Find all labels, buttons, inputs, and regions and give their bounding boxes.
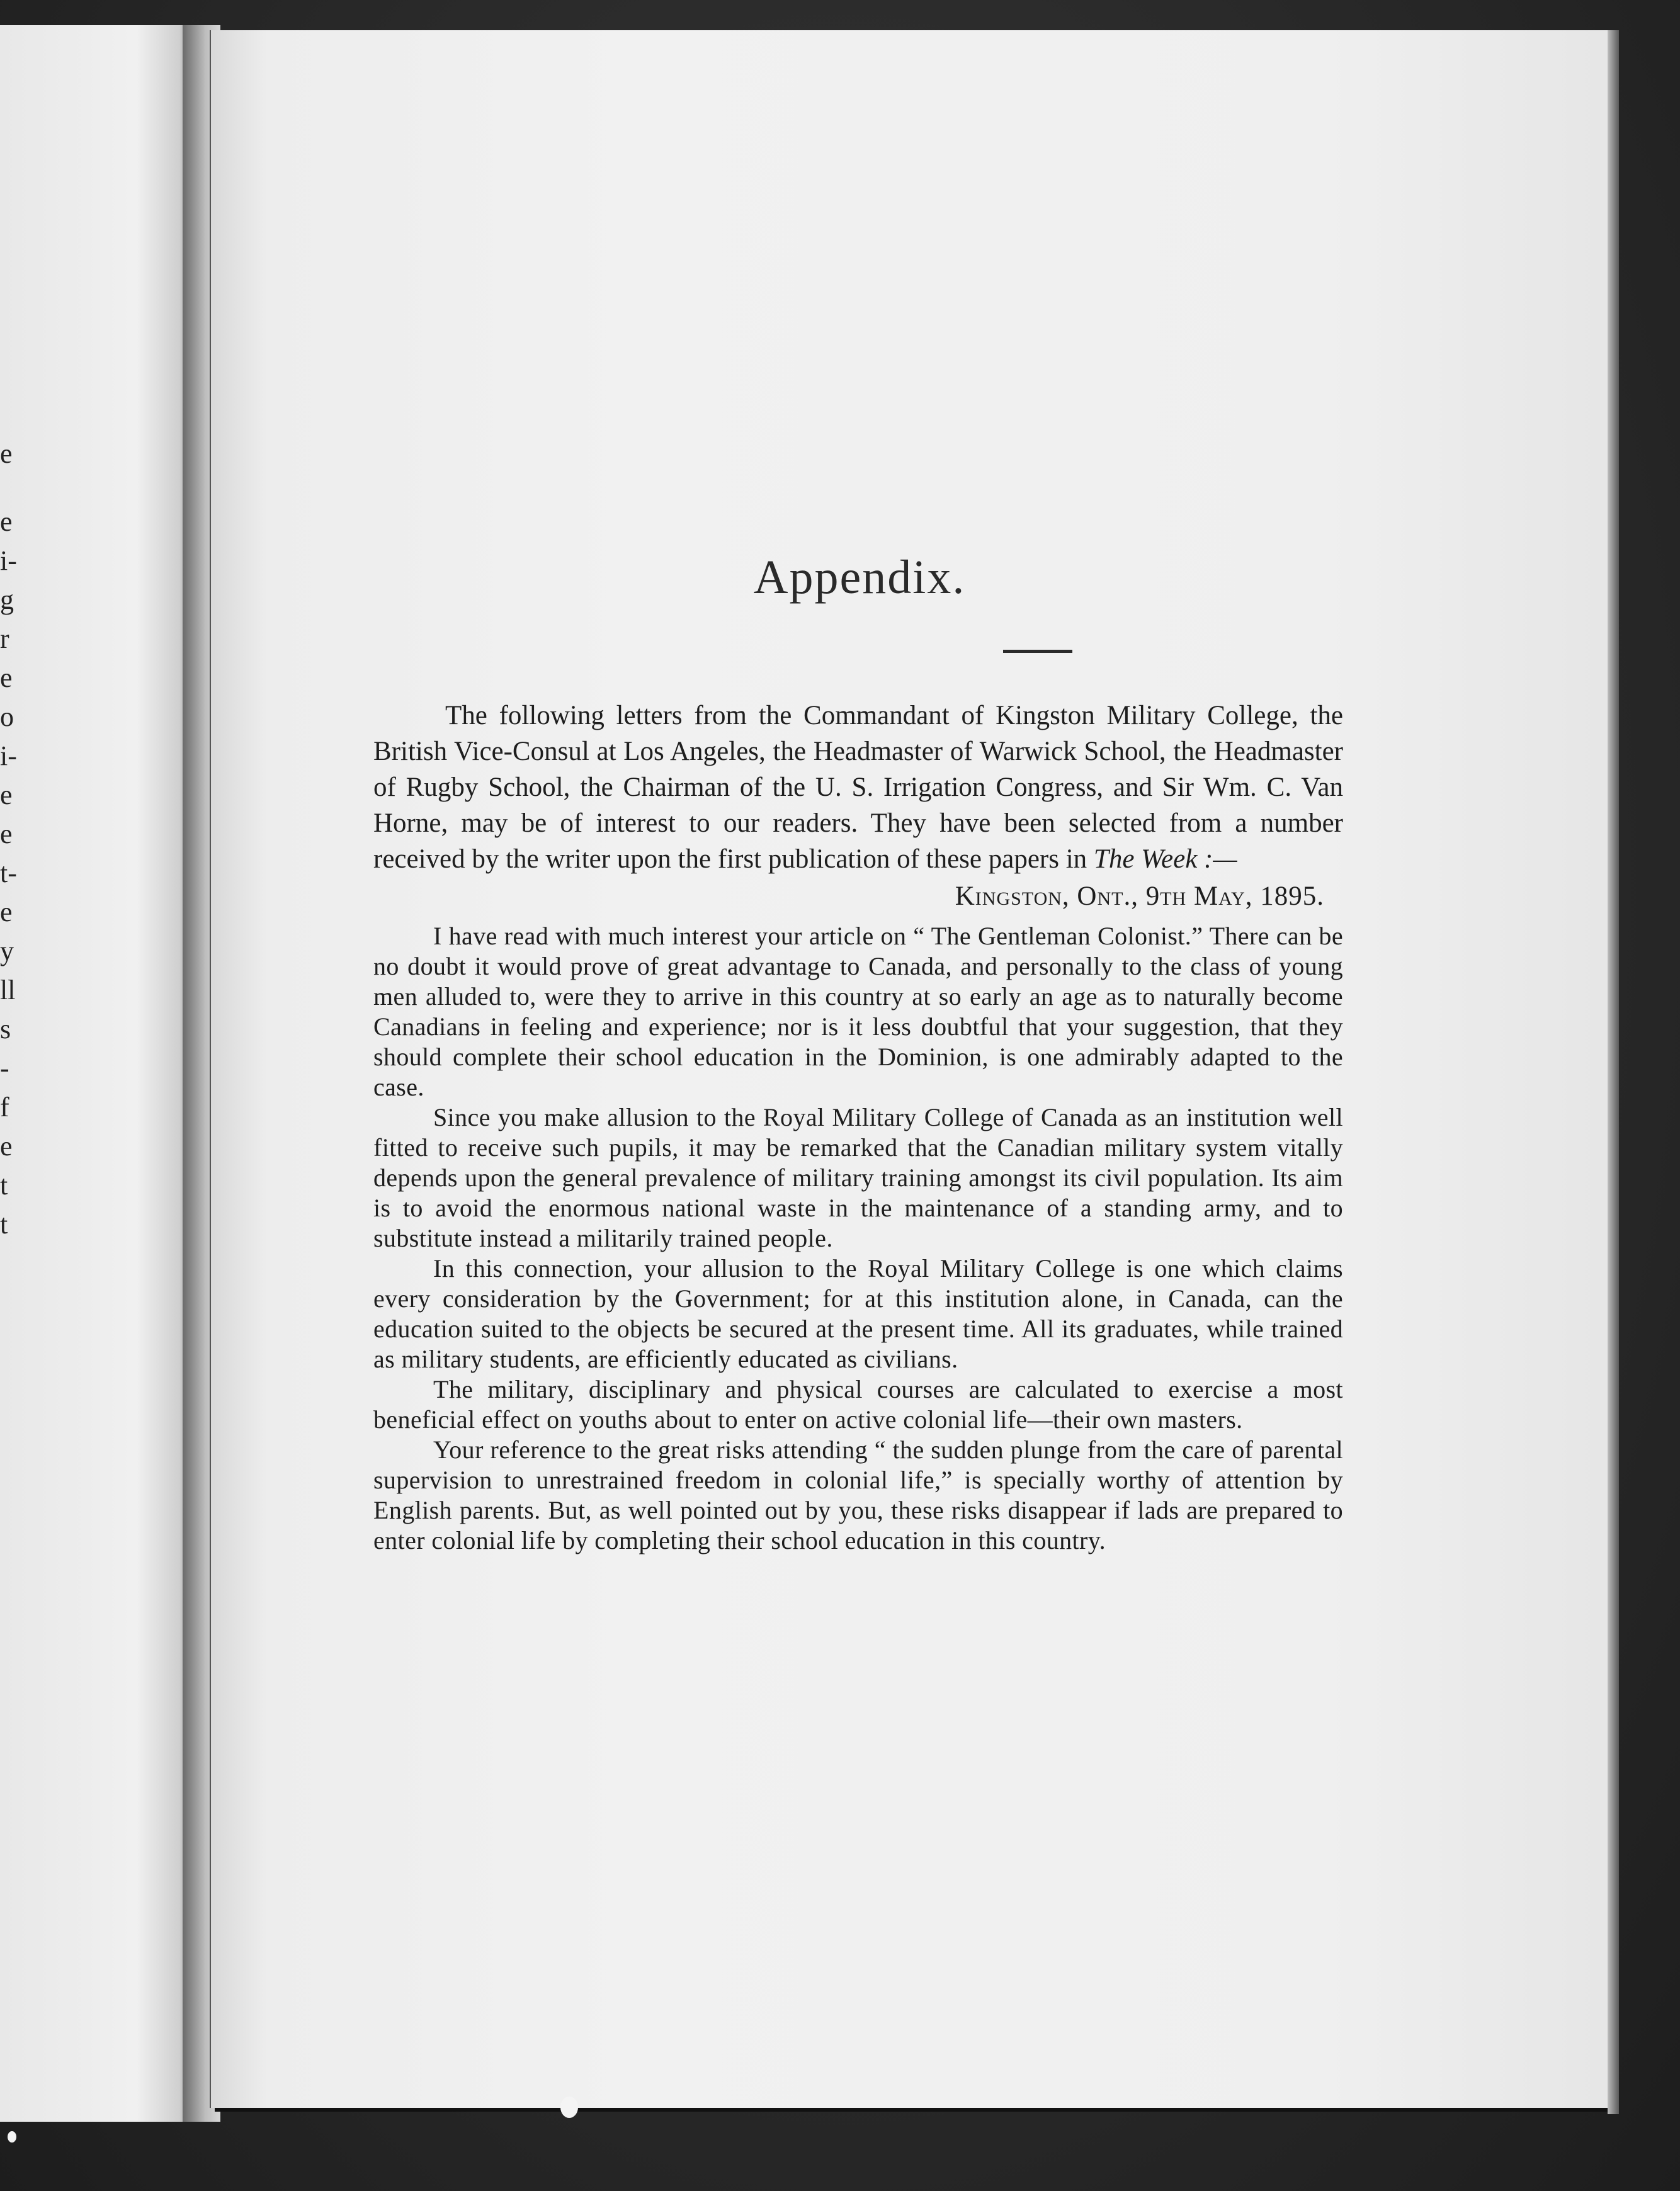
left-fragment: i- — [0, 740, 17, 771]
left-fragment: e — [0, 818, 13, 849]
left-fragment: e — [0, 506, 13, 537]
left-fragment: e — [0, 779, 13, 810]
left-fragment: e — [0, 1131, 13, 1162]
left-fragment: i- — [0, 545, 17, 576]
page-title: Appendix. — [753, 551, 966, 604]
letter-dateline: Kingston, Ont., 9th May, 1895. — [955, 881, 1324, 911]
page-edge-shadow — [1608, 30, 1619, 2114]
letter-paragraph: I have read with much interest your article on “ The Gentleman Colonist.” There can be no doubt it would prove of great advantage to Canada, and personally to the class of young men alluded to, were they to arrive in this country at so early an age as to naturally become Canadians in feeling and experience; nor is it less doubtful that your suggestion, that they should complete their school education in the Dominion, is one admirably adapted to the case. — [373, 922, 1343, 1101]
intro-text: The following letters from the Commandant of Kingston Military College, the British Vice-Consul at Los Angeles, the Headmaster of Warwick School, the Headmaster of Rugby School, the Chairman of the U. S. Irrigation Congress, and Sir Wm. C. Van Horne, may be of interest to our readers. They have been selected from a number received by the writer upon the first publication of these papers in — [373, 701, 1343, 874]
intro-paragraph — [373, 698, 1343, 877]
letter-paragraph: The military, disciplinary and physical courses are calculated to exercise a most beneficial effect on youths about to enter on active colonial life—their own masters. — [373, 1375, 1343, 1434]
left-fragment: s — [0, 1014, 11, 1045]
letter-body — [373, 921, 1343, 1556]
left-fragment: - — [0, 1053, 9, 1084]
left-fragment: e — [0, 897, 13, 927]
left-fragment: e — [0, 438, 13, 469]
left-page-text-fragments — [0, 434, 25, 1244]
letter-paragraph: Since you make allusion to the Royal Military College of Canada as an institution well fitted to receive such pupils, it may be remarked that the Canadian military system vitally depends upon the general prevalence of military training amongst its civil population. Its aim is to avoid the enormous national waste in the maintenance of a standing army, and to substitute instead a militarily trained people. — [373, 1103, 1343, 1252]
left-fragment: o — [0, 701, 14, 732]
letter-paragraph: In this connection, your allusion to the Royal Military College is one which claims every consideration by the Government; for at this institution alone, in Canada, can the education suited to the objects be secured at the present time. All its graduates, while trained as military students, are efficiently educated as civilians. — [373, 1254, 1343, 1373]
dust-speck — [560, 2097, 578, 2118]
left-fragment: e — [0, 662, 13, 693]
left-fragment: t — [0, 1209, 8, 1240]
dust-speck — [8, 2131, 16, 2143]
intro-italic-title: The Week :— — [1093, 844, 1237, 874]
left-fragment: r — [0, 623, 9, 654]
title-rule — [1003, 650, 1072, 653]
letter-paragraph: Your reference to the great risks attending “ the sudden plunge from the care of parental supervision to unrestrained freedom in colonial life,” is specially worthy of attention by English parents. But, as well pointed out by you, these risks disappear if lads are prepared to enter colonial life by completing their school education in this country. — [373, 1435, 1343, 1554]
left-page-edge — [0, 25, 195, 2122]
left-fragment: t- — [0, 858, 17, 888]
left-fragment: ll — [0, 975, 16, 1005]
page-body — [373, 698, 1343, 1556]
left-fragment: y — [0, 936, 14, 966]
left-fragment: f — [0, 1092, 9, 1123]
left-fragment: g — [0, 584, 14, 615]
book-page — [211, 30, 1608, 2108]
left-fragment: t — [0, 1170, 8, 1201]
